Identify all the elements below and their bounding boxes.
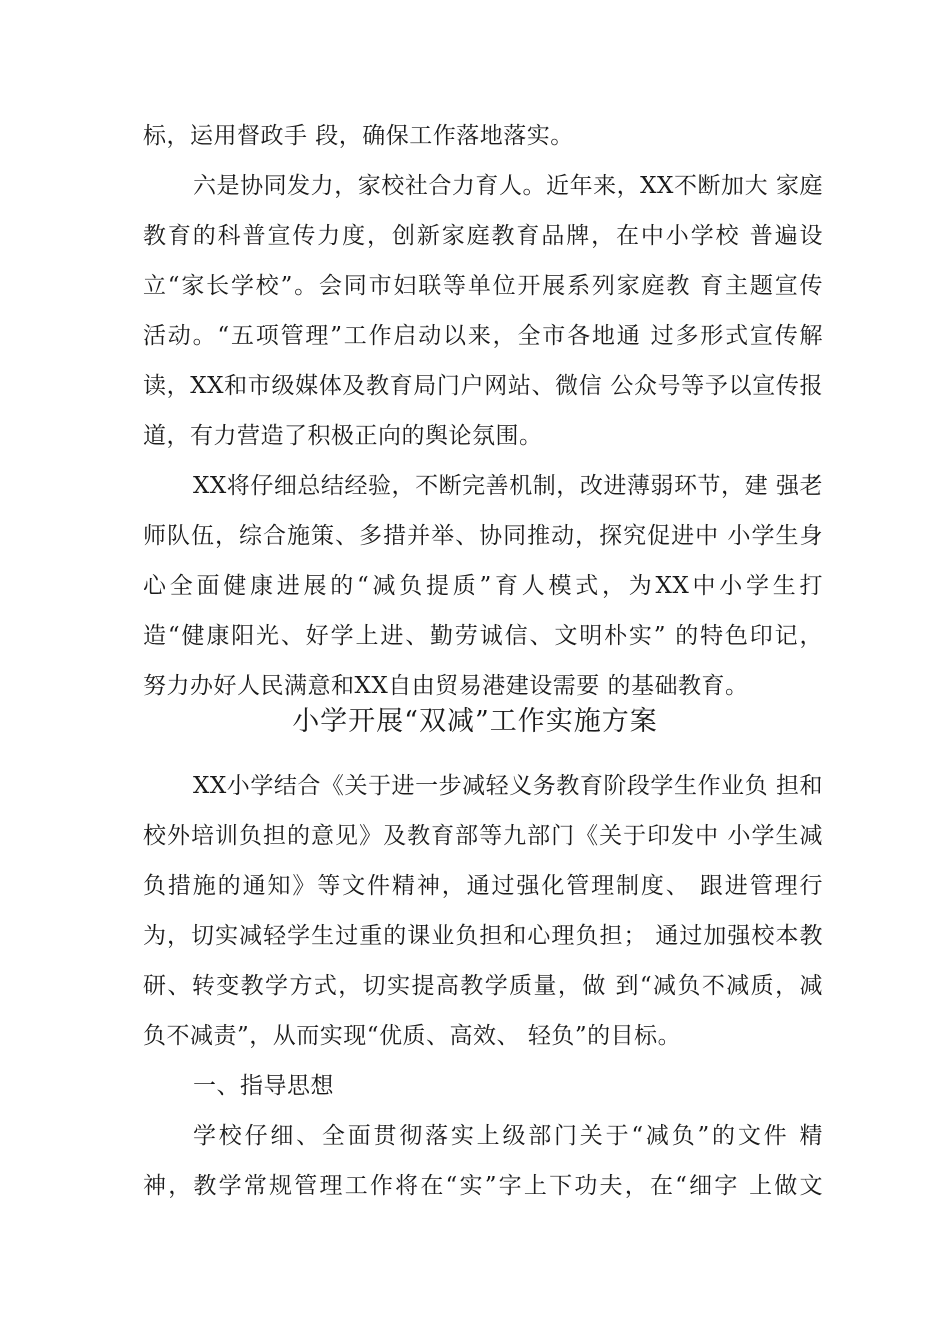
paragraph-line: 读，XX和市级媒体及教育局门户网站、微信 公众号等予以宣传报 xyxy=(143,373,823,399)
paragraph-line: XX将仔细总结经验，不断完善机制，改进薄弱环节，建 强老 xyxy=(193,473,823,499)
paragraph-line: 负不减责”，从而实现“优质、高效、 轻负”的目标。 xyxy=(143,1023,682,1049)
paragraph-line: 研、转变教学方式，切实提高教学质量，做 到“减负不减质，减 xyxy=(143,973,823,999)
paragraph-line: 负措施的通知》等文件精神，通过强化管理制度、 跟进管理行 xyxy=(143,873,823,899)
paragraph-line: 心全面健康进展的“减负提质”育人模式，为XX中小学生打 xyxy=(143,573,823,599)
paragraph-line: 活动。“五项管理”工作启动以来，全市各地通 过多形式宣传解 xyxy=(143,323,823,349)
paragraph-line: 道，有力营造了积极正向的舆论氛围。 xyxy=(143,423,543,449)
paragraph-line: 造“健康阳光、好学上进、勤劳诚信、文明朴实” 的特色印记， xyxy=(143,623,823,649)
section-heading: 一、指导思想 xyxy=(193,1073,334,1099)
paragraph-line: 六是协同发力，家校社合力育人。近年来，XX不断加大 家庭 xyxy=(193,173,823,199)
paragraph-line: 学校仔细、全面贯彻落实上级部门关于“减负”的文件 精 xyxy=(193,1123,823,1149)
paragraph-line: 神，教学常规管理工作将在“实”字上下功夫，在“细字 上做文 xyxy=(143,1173,823,1199)
paragraph-line: 标，运用督政手 段，确保工作落地落实。 xyxy=(143,123,574,149)
paragraph-line: 努力办好人民满意和XX自由贸易港建设需要 的基础教育。 xyxy=(143,673,749,699)
paragraph-line: 教育的科普宣传力度，创新家庭教育品牌，在中小学校 普遍设 xyxy=(143,223,823,249)
paragraph-line: 为，切实减轻学生过重的课业负担和心理负担； 通过加强校本教 xyxy=(143,923,823,949)
document-title: 小学开展“双减”工作实施方案 xyxy=(292,706,658,737)
paragraph-line: 师队伍，综合施策、多措并举、协同推动，探究促进中 小学生身 xyxy=(143,523,823,549)
paragraph-line: XX小学结合《关于进一步减轻义务教育阶段学生作业负 担和 xyxy=(193,773,823,799)
paragraph-line: 立“家长学校”。会同市妇联等单位开展系列家庭教 育主题宣传 xyxy=(143,273,823,299)
paragraph-line: 校外培训负担的意见》及教育部等九部门《关于印发中 小学生减 xyxy=(143,823,823,849)
